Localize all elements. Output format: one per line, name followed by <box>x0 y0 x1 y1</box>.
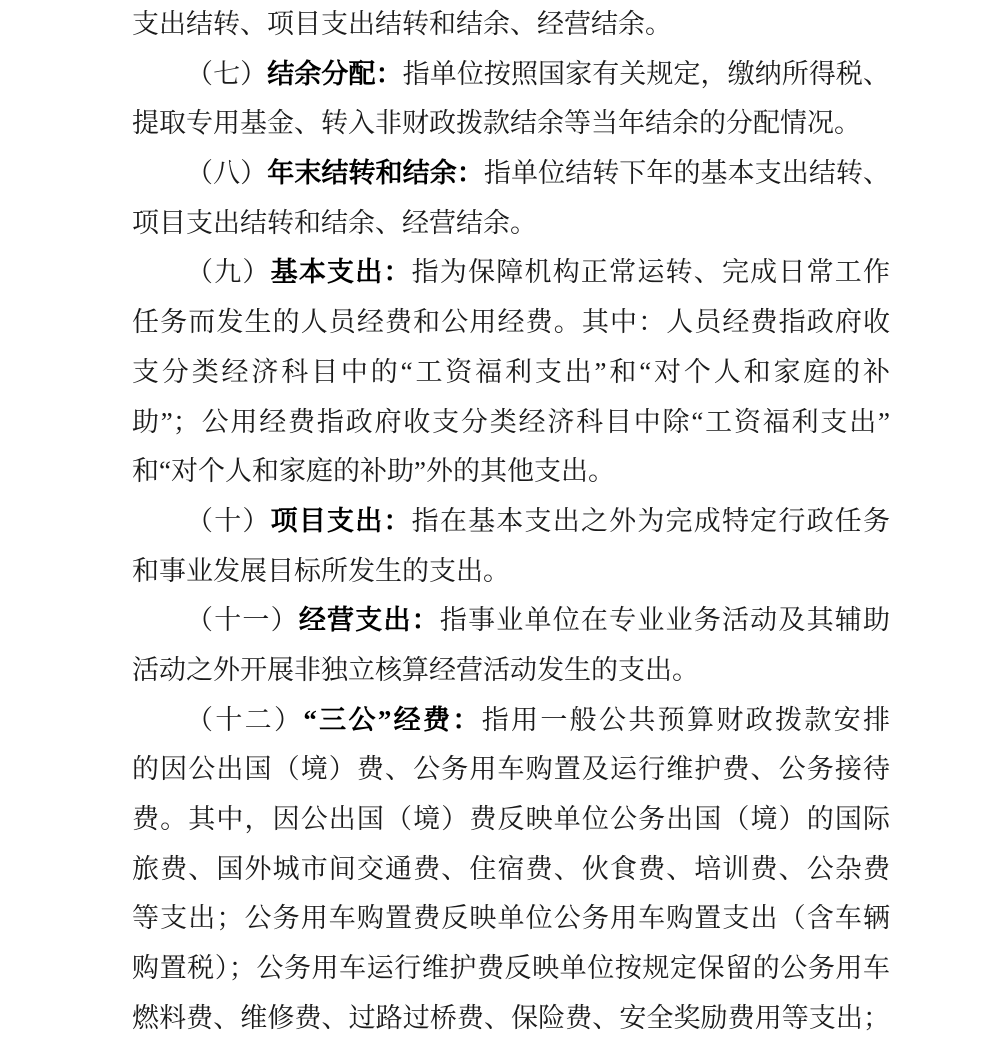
body-text: 的因公出国（境）费、公务用车购置及运行维护费、公务接待 <box>132 754 890 785</box>
term-label: “三公”经费： <box>303 704 482 735</box>
body-text: （八） <box>186 158 268 189</box>
body-text: 提取专用基金、转入非财政拨款结余等当年结余的分配情况。 <box>132 108 861 139</box>
text-line <box>132 199 890 249</box>
body-text: 指在基本支出之外为完成特定行政任务 <box>411 505 890 536</box>
text-line <box>132 596 890 646</box>
body-text: 支分类经济科目中的“工资福利支出”和“对个人和家庭的补 <box>132 356 890 387</box>
body-text: 支出结转、项目支出结转和结余、经营结余。 <box>132 9 672 39</box>
text-line <box>132 149 890 199</box>
budget-terms-text-block <box>132 0 890 1043</box>
text-line <box>132 994 890 1043</box>
body-text: （十） <box>186 505 271 536</box>
body-text: 燃料费、维修费、过路过桥费、保险费、安全奖励费用等支出； <box>132 1002 890 1033</box>
body-text: 指单位结转下年的基本支出结转、 <box>483 158 890 189</box>
body-text: 活动之外开展非独立核算经营活动发生的支出。 <box>132 654 699 685</box>
text-line <box>132 696 890 746</box>
body-text: 项目支出结转和结余、经营结余。 <box>132 207 537 238</box>
body-text: 指事业单位在专业业务活动及其辅助 <box>439 605 890 636</box>
body-text: （十二） <box>186 704 304 735</box>
text-line <box>132 50 890 100</box>
text-line <box>132 646 890 696</box>
body-text: 旅费、国外城市间交通费、住宿费、伙食费、培训费、公杂费 <box>132 853 890 884</box>
text-line <box>132 348 890 398</box>
text-line <box>132 0 890 50</box>
body-text: 等支出；公务用车购置费反映单位公务用车购置支出（含车辆 <box>132 903 890 934</box>
body-text: 和“对个人和家庭的补助”外的其他支出。 <box>132 456 615 487</box>
text-line <box>132 745 890 795</box>
text-line <box>132 497 890 547</box>
term-label: 基本支出： <box>270 257 412 288</box>
body-text: 购置税）；公务用车运行维护费反映单位按规定保留的公务用车 <box>132 953 890 984</box>
text-line <box>132 795 890 845</box>
text-line <box>132 845 890 895</box>
text-line <box>132 298 890 348</box>
text-line <box>132 248 890 298</box>
text-line <box>132 894 890 944</box>
body-text: （十一） <box>186 605 299 636</box>
body-text: 费。其中，因公出国（境）费反映单位公务出国（境）的国际 <box>132 804 890 834</box>
body-text: 指用一般公共预算财政拨款安排 <box>481 704 890 735</box>
body-text: （七） <box>186 58 268 89</box>
body-text: 指单位按照国家有关规定，缴纳所得税、 <box>402 58 890 89</box>
text-line <box>132 398 890 448</box>
body-text: 任务而发生的人员经费和公用经费。其中：人员经费指政府收 <box>132 307 890 338</box>
text-line <box>132 99 890 149</box>
body-text: 指为保障机构正常运转、完成日常工作 <box>411 257 890 288</box>
body-text: （九） <box>186 257 271 288</box>
term-label: 年末结转和结余： <box>267 158 484 189</box>
text-line <box>132 944 890 994</box>
term-label: 项目支出： <box>270 505 412 536</box>
body-text: 助”；公用经费指政府收支分类经济科目中除“工资福利支出” <box>132 406 890 437</box>
term-label: 经营支出： <box>298 605 440 636</box>
term-label: 结余分配： <box>267 58 403 89</box>
text-line <box>132 547 890 597</box>
text-line <box>132 447 890 497</box>
body-text: 和事业发展目标所发生的支出。 <box>132 555 510 586</box>
